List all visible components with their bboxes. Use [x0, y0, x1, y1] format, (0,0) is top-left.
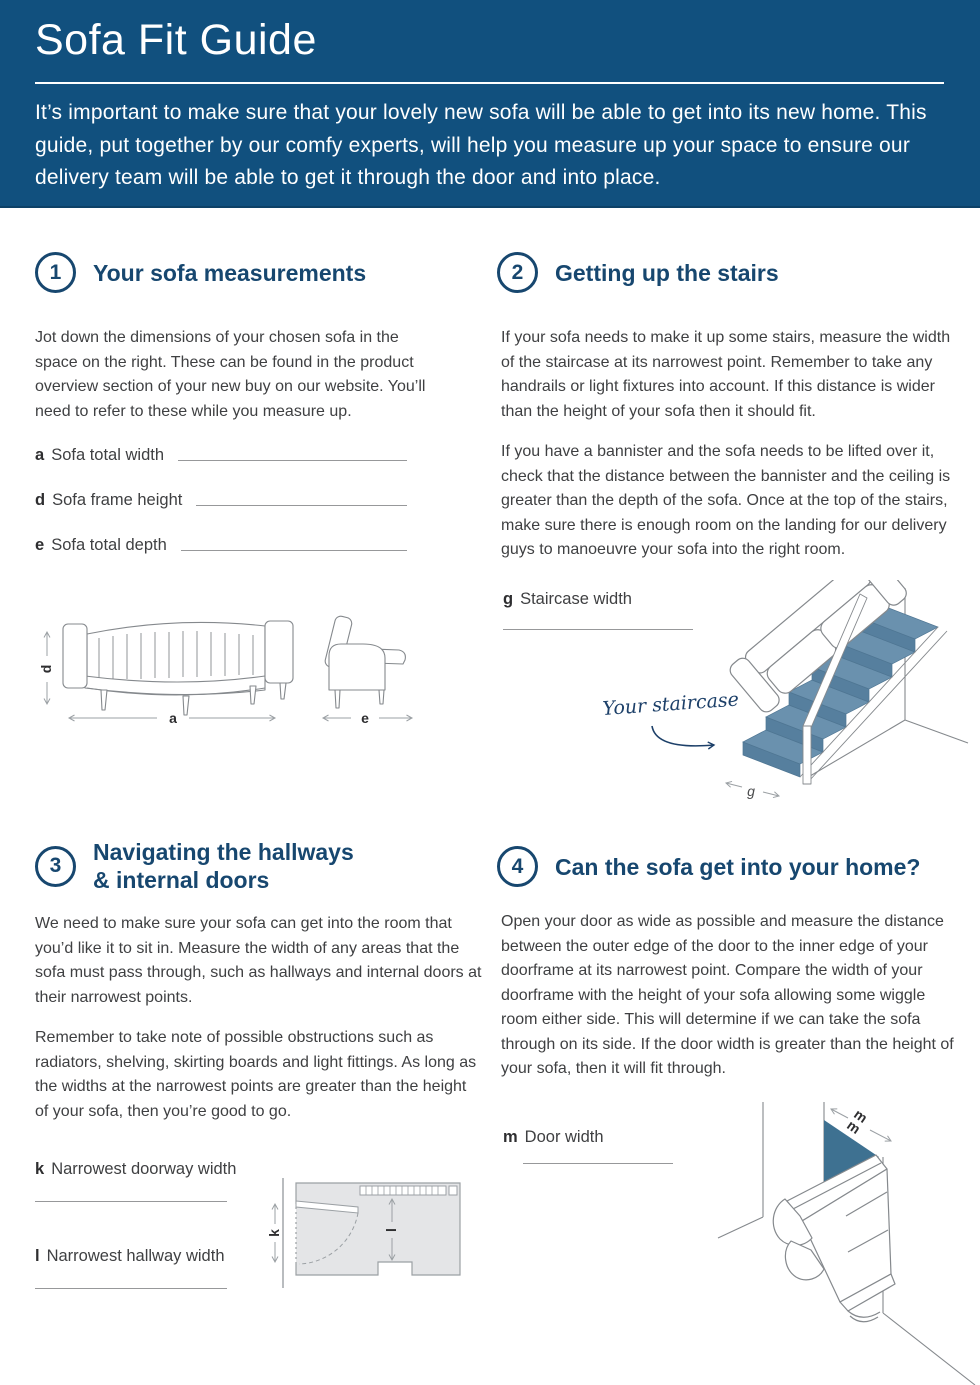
section-4-number-badge: 4 [497, 846, 538, 887]
annotation-curved-arrow-icon [652, 726, 714, 746]
write-in-line [35, 1201, 227, 1202]
header-divider [35, 82, 944, 84]
depth-dimension-arrow [323, 710, 412, 726]
door-width-label: m [851, 1105, 871, 1127]
field-sofa-total-width [35, 441, 407, 465]
field-label: Sofa frame height [52, 491, 183, 509]
doorway-diagram [690, 1080, 980, 1385]
field-label: Narrowest hallway width [46, 1247, 225, 1265]
width-dimension-label: a [169, 710, 177, 726]
write-in-line [523, 1163, 673, 1164]
section-1-paragraph: Jot down the dimensions of your chosen sofa in the space on the right. These can be found in the product overview section of your new buy on our website. You’ll need to refer to these while you measure up. [35, 329, 426, 420]
section-1-fields [35, 441, 407, 576]
write-in-line [35, 1288, 227, 1289]
hallway-width-label: l [383, 1228, 399, 1232]
staircase-width-arrow-label: g [747, 783, 755, 799]
doorway-width-arrow [266, 1204, 282, 1262]
section-2-title: Getting up the stairs [555, 259, 779, 286]
field-key: e [35, 536, 45, 554]
field-key: k [35, 1160, 45, 1178]
section-1-body [35, 326, 437, 440]
radiator [360, 1186, 457, 1195]
section-4-body [501, 910, 959, 1098]
section-3-body [35, 912, 482, 1140]
field-narrowest-doorway-width [35, 1160, 236, 1202]
field-narrowest-hallway-width [35, 1247, 227, 1289]
section-1-number-badge: 1 [35, 252, 76, 293]
section-1-title: Your sofa measurements [93, 259, 367, 286]
field-sofa-total-depth [35, 531, 407, 555]
section-2-number-badge: 2 [497, 252, 538, 293]
field-door-width [503, 1128, 673, 1164]
field-label: Sofa total width [51, 446, 165, 464]
section-1-header [35, 252, 366, 293]
height-dimension-arrow [38, 632, 54, 704]
your-staircase-annotation: Your staircase [601, 688, 740, 720]
floorplan-diagram [250, 1166, 465, 1290]
width-dimension-arrow [69, 710, 275, 726]
section-3-paragraph-2: Remember to take note of possible obstructions such as radiators, shelving, skirting boards and light fittings. As long as the widths at the narrowest points are greater than the height of your sofa, then you’re good to go. [35, 1029, 477, 1120]
door-width-label-2: m [844, 1116, 864, 1138]
sofa-front-view [63, 621, 293, 715]
section-3-number-badge: 3 [35, 846, 76, 887]
doorway-width-label: k [266, 1229, 282, 1237]
sofa-through-door [773, 1155, 895, 1322]
header-intro: It’s important to make sure that your lovely new sofa will be able to get into its new home. This guide, put together by our comfy experts, will help you measure up your space to ensure our delivery team will be able to get it through the door and into place. [35, 101, 927, 189]
section-4-paragraph: Open your door as wide as possible and measure the distance between the outer edge of the door to the inner edge of your doorframe at its narrowest point. Compare the width of your doorframe with the height of your sofa allowing some wiggle room either side. This will determine if we can take the sofa through on its side. If the door width is greater than the height of your sofa, then it will fit through. [501, 913, 954, 1077]
section-4-title: Can the sofa get into your home? [555, 853, 921, 880]
hallway-floor-area [296, 1183, 460, 1275]
staircase-width-arrow [726, 783, 779, 799]
write-in-line [178, 460, 407, 461]
field-key: g [503, 590, 514, 608]
section-2-paragraph-1: If your sofa needs to make it up some stairs, measure the width of the staircase at its narrowest point. Remember to take any handrails or light fixtures into account. If this distance is wider than the height of your sofa then it should fit. [501, 329, 951, 420]
section-3-header [35, 838, 354, 894]
header [0, 0, 980, 208]
field-label: Door width [524, 1128, 604, 1146]
field-key: m [503, 1128, 518, 1146]
section-2-body [501, 326, 953, 579]
section-4-header [497, 846, 920, 887]
field-key: d [35, 491, 46, 509]
field-label: Staircase width [520, 590, 632, 608]
section-2-header [497, 252, 779, 293]
field-label: Sofa total depth [51, 536, 167, 554]
section-2-paragraph-2: If you have a bannister and the sofa needs to be lifted over it, check that the distance between the bannister and the ceiling is greater than the depth of the sofa. Once at the top of the stairs, make sure there is enough room on the landing for our delivery guys to manoeuvre your sofa into the right room. [501, 443, 951, 558]
depth-dimension-label: e [361, 710, 369, 726]
section-3-paragraph-1: We need to make sure your sofa can get into the room that you’d like it to sit in. Measure the width of any areas that the sofa must pass through, such as hallways and internal doors at their narrowest points. [35, 915, 482, 1006]
field-label: Narrowest doorway width [51, 1160, 237, 1178]
section-3-title [93, 838, 354, 894]
field-key: a [35, 446, 45, 464]
height-dimension-label: d [38, 664, 54, 674]
sofa-side-view [324, 615, 405, 708]
section-3-title-line-2: & internal doors [93, 867, 270, 893]
write-in-line [196, 505, 407, 506]
staircase-diagram [600, 580, 970, 832]
field-sofa-frame-height [35, 486, 407, 510]
write-in-line [181, 550, 407, 551]
section-3-title-line-1: Navigating the hallways [93, 839, 354, 865]
sofa-front-and-side-diagram [35, 606, 455, 738]
field-key: l [35, 1247, 40, 1265]
page-title: Sofa Fit Guide [35, 16, 317, 64]
